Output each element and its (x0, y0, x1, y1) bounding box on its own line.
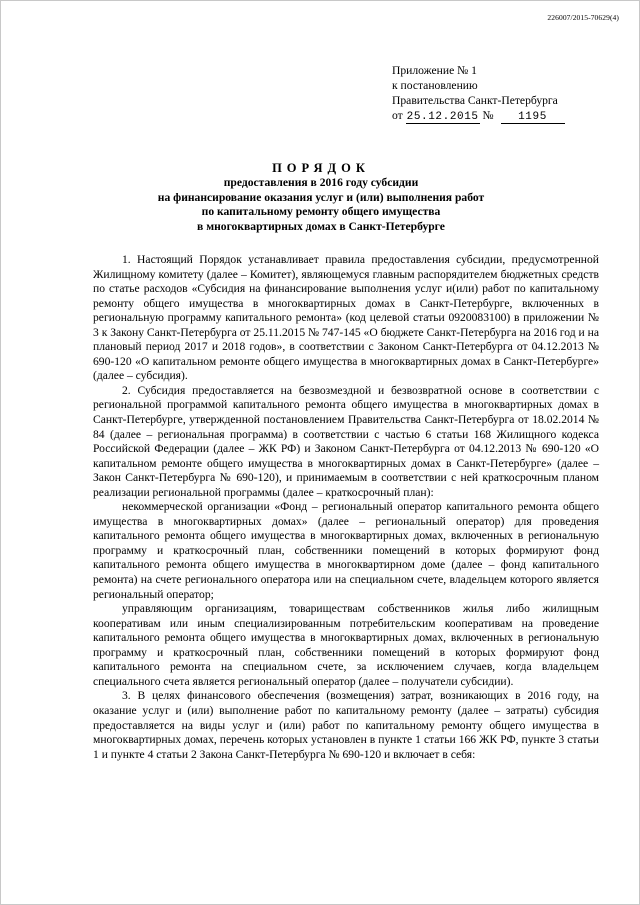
appendix-line-3: Правительства Санкт-Петербурга (392, 94, 558, 107)
resolution-number: 1195 (501, 111, 565, 124)
document-id: 226007/2015-70629(4) (547, 13, 619, 22)
title-line-2: на финансирование оказания услуг и (или) выполнения работ (157, 190, 485, 204)
appendix-block (392, 63, 565, 124)
paragraph-1: 1. Настоящий Порядок устанавливает правила предоставления субсидии, предусмотренной Жилищному комитету (далее – Комитет), являющемуся главным распорядителем бюджетных средств по статье расходов «Субсидия на финансирование выполнения услуг и(или) работ по капитальному ремонту общего имущества в многоквартирных домах в Санкт-Петербурге, включенных в региональную программу капитального ремонта» (код целевой статьи 0920083100) в приложении № 3 к Закону Санкт-Петербурга от 25.11.2015 № 747-145 «О бюджете Санкт-Петербурга на 2016 год и на плановый период 2017 и 2018 годов», в соответствии с Законом Санкт-Петербурга от 04.12.2013 № 690-120 «О капитальном ремонте общего имущества в многоквартирных домах в Санкт-Петербурге» (далее – субсидия). (93, 253, 599, 383)
paragraph-2: 2. Субсидия предоставляется на безвозмездной и безвозвратной основе в соответствии с региональной программой капитального ремонта общего имущества в многоквартирных домах в Санкт-Петербурге, утвержденной постановлением Правительства Санкт-Петербурга от 18.02.2014 № 84 (далее – региональная программа) в соответствии с частью 6 статьи 168 Жилищного кодекса Российской Федерации (далее – ЖК РФ) и Законом Санкт-Петербурга от 04.12.2013 № 690-120 «О капитальном ремонте общего имущества в многоквартирных домах в Санкт-Петербурге» (далее – Закон Санкт-Петербурга № 690-120), и принимаемым в соответствии с ней краткосрочным планом реализации региональной программы (далее – краткосрочный план): (93, 383, 599, 499)
paragraph-2-item-1: некоммерческой организации «Фонд – региональный оператор капитального ремонта общего имущества в многоквартирных домах» (далее – региональный оператор) для проведения капитального ремонта общего имущества в многоквартирных домах, включенных в региональную программу и краткосрочный план, собственники помещений в которых формируют фонд капитального ремонта общего имущества в многоквартирном доме (далее – фонд капитального ремонта) на счете регионального оператора или на специальном счете, владельцем которого является региональный оператор; (93, 500, 599, 601)
title-line-4: в многоквартирных домах в Санкт-Петербурге (197, 219, 445, 233)
number-sign: № (482, 109, 494, 122)
document-body (93, 253, 599, 762)
appendix-line-1: Приложение № 1 (392, 64, 477, 77)
title-heading: ПОРЯДОК (272, 161, 370, 175)
appendix-line-2: к постановлению (392, 79, 478, 92)
document-title (91, 160, 551, 234)
date-prefix: от (392, 109, 403, 122)
title-line-3: по капитальному ремонту общего имущества (201, 205, 441, 218)
paragraph-2-item-2: управляющим организациям, товариществам собственников жилья либо жилищным кооперативам или иным специализированным потребительским кооперативам на проведение капитального ремонта общего имущества в многоквартирных домах, включенных в региональную программу и краткосрочный план, собственники помещений в которых формируют фонд капитального ремонта на специальном счете, за исключением случаев, когда владельцем специального счета является региональный оператор (далее – получатели субсидии). (93, 602, 599, 688)
appendix-date-line (392, 108, 565, 124)
resolution-date: 25.12.2015 (406, 111, 479, 123)
paragraph-3: 3. В целях финансового обеспечения (возмещения) затрат, возникающих в 2016 году, на оказание услуг и (или) выполнение работ по капитальному ремонту (далее – затраты) субсидия предоставляется на виды услуг и (или) работ по капитальному ремонту общего имущества в многоквартирных домах, перечень которых установлен в пункте 1 статьи 166 ЖК РФ, пункте 3 статьи 1 и пункте 4 статьи 2 Закона Санкт-Петербурга № 690-120 и включает в себя: (93, 689, 599, 761)
title-line-1: предоставления в 2016 году субсидии (223, 176, 419, 189)
